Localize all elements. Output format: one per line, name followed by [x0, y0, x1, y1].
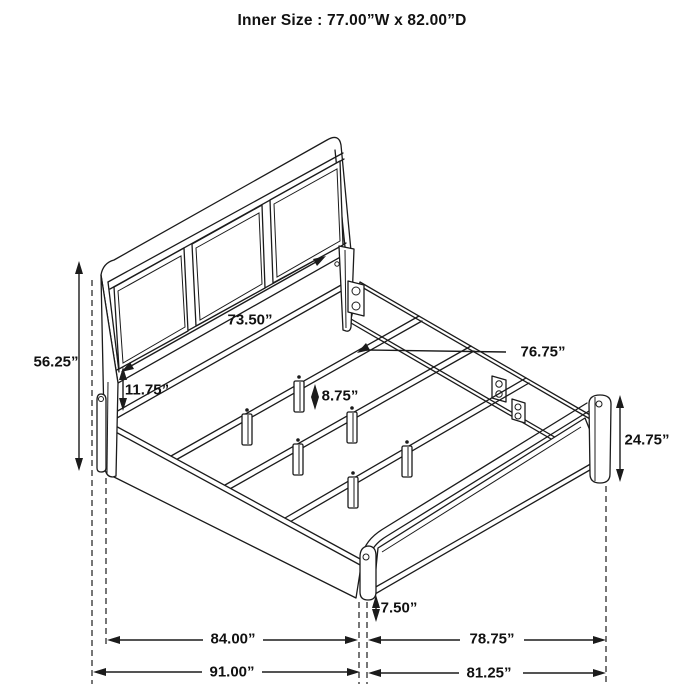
dim-label-headboard-height: 56.25” [33, 353, 79, 371]
dim-label-depth-inner: 84.00” [210, 630, 256, 648]
dim-label-slat-support-height: 8.75” [321, 387, 359, 405]
dim-label-footboard-inner-width: 78.75” [469, 630, 515, 648]
side-rail-near [112, 424, 362, 598]
footboard-post-right [589, 395, 611, 483]
dim-label-headboard-width: 73.50” [227, 311, 273, 329]
diagram-title: Inner Size : 77.00”W x 82.00”D [237, 12, 467, 29]
dim-label-footboard-height: 24.75” [624, 431, 670, 449]
footboard [360, 395, 611, 600]
dim-label-headboard-to-rail-gap: 11.75” [124, 381, 170, 399]
slat-leg-2 [294, 375, 304, 412]
slat-bracket-plate-2 [512, 399, 525, 423]
footboard-panel [374, 418, 601, 588]
slat-leg-6 [402, 440, 412, 477]
dim-label-depth-overall: 91.00” [209, 663, 255, 681]
slat-leg-3 [293, 438, 303, 475]
dimension-footboard-height [616, 395, 624, 482]
dim-label-rail-ground-clearance: 7.50” [380, 599, 418, 617]
dim-label-footboard-overall-width: 81.25” [466, 664, 512, 682]
headboard-mounting-plate [348, 281, 364, 316]
footboard-post-left [360, 546, 376, 600]
slat-leg-5 [348, 471, 358, 508]
dimension-slat-support-height [311, 384, 319, 410]
slat-leg-4 [347, 406, 357, 443]
slat-leg-1 [242, 408, 252, 445]
dim-label-slat-length: 76.75” [520, 343, 566, 361]
rail-pin [97, 394, 106, 472]
headboard [97, 137, 364, 477]
